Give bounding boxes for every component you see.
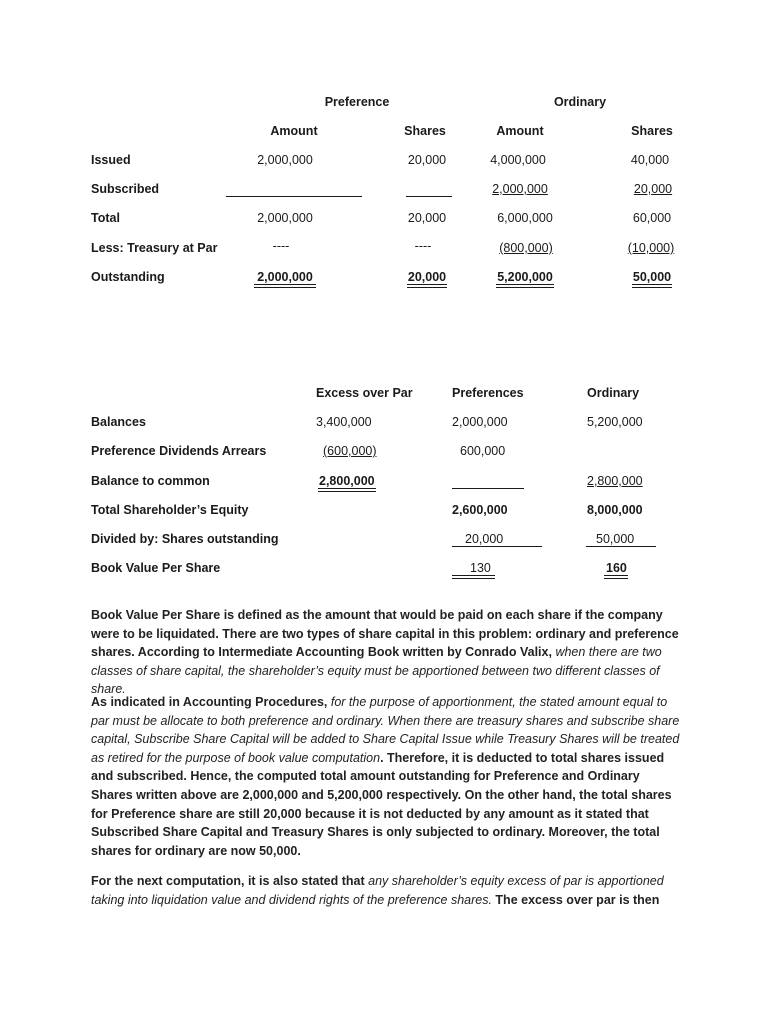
excess-over-par-header: Excess over Par xyxy=(316,386,413,400)
pref-amount-cell: 2,000,000 xyxy=(257,211,313,225)
ord-amount-cell: 6,000,000 xyxy=(497,211,553,225)
double-underline xyxy=(452,575,495,579)
ordinary-header: Ordinary xyxy=(587,386,640,400)
pref-shares-cell: ---- xyxy=(414,239,432,253)
row-label: Less: Treasury at Par xyxy=(91,241,218,255)
ord-shares-cell: 50,000 xyxy=(632,270,672,284)
ordinary-cell: 160 xyxy=(606,561,627,575)
pref-amount-cell: 2,000,000 xyxy=(257,153,313,167)
paragraph-accounting-procedures: As indicated in Accounting Procedures, for the purpose of apportionment, the stated amount equal to par must be allocate to both preference and ordinary. When there are treasury shares and subscribe share capital, Subscribe Share Capital will be added to Share Capital Issue while Treasury Shares will be treated as retired for the purpose of book value computation. Therefore, it is deducted to total shares issued and subscribed. Hence, the computed total amount outstanding for Preference and Ordinary Shares written above are 2,000,000 and 5,200,000 respectively. On the other hand, the total shares for Preference share are still 20,000 because it is not deducted by any amount as it stated that Subscribed Share Capital and Treasury Shares is only subjected to ordinary. Moreover, the total shares for ordinary are now 50,000. xyxy=(91,695,680,858)
double-underline xyxy=(318,488,376,492)
paragraph-next-computation: For the next computation, it is also stated that any shareholder’s equity excess of par is apportioned taking into liquidation value and dividend rights of the preference shares. The excess over par is then xyxy=(91,874,664,907)
preferences-cell: 20,000 xyxy=(465,532,504,546)
double-underline xyxy=(407,284,447,288)
preference-group-header: Preference xyxy=(324,95,390,109)
preferences-blank-line xyxy=(452,488,524,489)
ordinary-cell: 50,000 xyxy=(596,532,635,546)
pref-shares-cell: 20,000 xyxy=(407,270,447,284)
ord-amount-cell: 2,000,000 xyxy=(492,182,548,196)
row-label: Preference Dividends Arrears xyxy=(91,444,267,458)
ordinary-cell: 5,200,000 xyxy=(587,415,643,429)
paragraph-book-value-definition: Book Value Per Share is defined as the amount that would be paid on each share if the company were to be liquidated. There are two types of share capital in this problem: ordinary and preference shares. According to Intermediate Accounting Book written by Conrado Valix, when there are two classes of share capital, the shareholder’s equity must be apportioned between two different classes of share. xyxy=(91,608,679,697)
row-label: Divided by: Shares outstanding xyxy=(91,532,279,546)
excess-cell: 3,400,000 xyxy=(316,415,372,429)
preferences-header: Preferences xyxy=(452,386,524,400)
double-underline xyxy=(604,575,628,579)
underline xyxy=(586,546,656,547)
preferences-cell: 130 xyxy=(470,561,491,575)
double-underline xyxy=(496,284,554,288)
ord-shares-cell: 40,000 xyxy=(630,153,670,167)
row-label: Total Shareholder’s Equity xyxy=(91,503,249,517)
row-label: Balances xyxy=(91,415,146,429)
ordinary-cell: 8,000,000 xyxy=(587,503,643,517)
ord-shares-cell: 60,000 xyxy=(632,211,672,225)
row-label: Outstanding xyxy=(91,270,165,284)
ord-shares-cell: (10,000) xyxy=(627,241,675,255)
row-label: Issued xyxy=(91,153,131,167)
pref-shares-cell: 20,000 xyxy=(407,153,447,167)
pref-amount-cell: ---- xyxy=(272,239,290,253)
preferences-cell: 600,000 xyxy=(460,444,506,458)
ordinary-cell: 2,800,000 xyxy=(587,474,643,488)
row-label: Book Value Per Share xyxy=(91,561,221,575)
pref-amount-cell: 2,000,000 xyxy=(257,270,313,284)
row-label: Total xyxy=(91,211,120,225)
preferences-cell: 2,000,000 xyxy=(452,415,508,429)
double-underline xyxy=(632,284,672,288)
ord-amount-cell: (800,000) xyxy=(499,241,553,255)
pref-amount-header: Amount xyxy=(270,124,318,138)
ord-amount-header: Amount xyxy=(496,124,544,138)
ord-shares-header: Shares xyxy=(631,124,673,138)
ord-amount-cell: 4,000,000 xyxy=(490,153,546,167)
ord-shares-cell: 20,000 xyxy=(633,182,673,196)
ordinary-group-header: Ordinary xyxy=(553,95,607,109)
excess-cell: (600,000) xyxy=(323,444,377,458)
double-underline xyxy=(254,284,316,288)
pref-shares-cell: 20,000 xyxy=(407,211,447,225)
underline xyxy=(452,546,542,547)
ord-amount-cell: 5,200,000 xyxy=(497,270,553,284)
pref-amount-blank-line xyxy=(226,196,362,197)
row-label: Subscribed xyxy=(91,182,160,196)
pref-shares-header: Shares xyxy=(404,124,446,138)
row-label: Balance to common xyxy=(91,474,210,488)
excess-cell: 2,800,000 xyxy=(319,474,375,488)
preferences-cell: 2,600,000 xyxy=(452,503,508,517)
pref-shares-blank-line xyxy=(406,196,452,197)
